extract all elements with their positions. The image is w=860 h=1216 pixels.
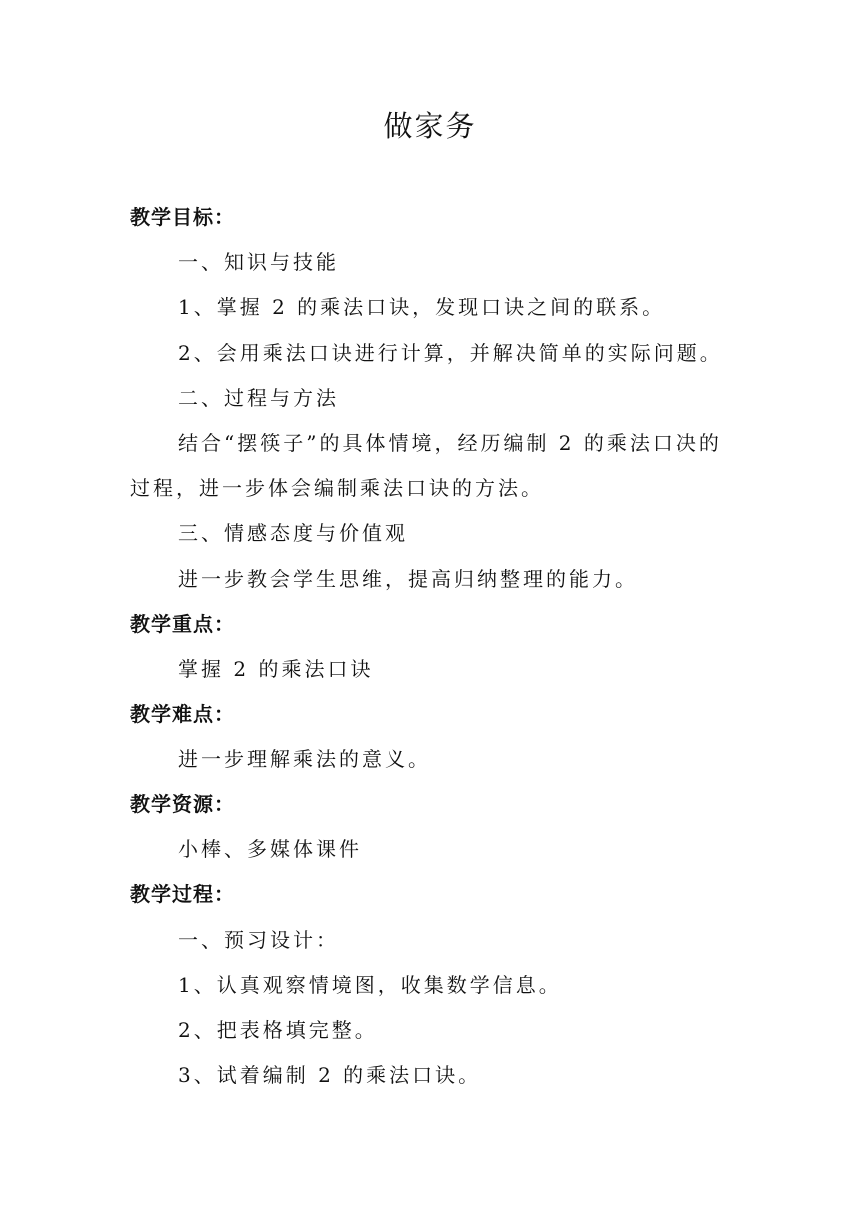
attitude-values-heading: 三、情感态度与价值观 [178,521,408,545]
teaching-process-heading: 教学过程： [130,882,235,906]
preview-item-2: 2、把表格填完整。 [178,1018,378,1042]
objectives-heading: 教学目标： [130,205,235,229]
process-method-text-line-1: 结合“摆筷子”的具体情境，经历编制 2 的乘法口决的 [178,431,722,455]
objective-item-2: 2、会用乘法口诀进行计算，并解决简单的实际问题。 [178,341,723,365]
key-points-text: 掌握 2 的乘法口诀 [178,657,374,681]
objective-item-1: 1、掌握 2 的乘法口诀，发现口诀之间的联系。 [178,295,666,319]
preview-design-heading: 一、预习设计： [178,928,339,952]
difficulties-text: 进一步理解乘法的意义。 [178,747,431,771]
resources-text: 小棒、多媒体课件 [178,837,362,861]
process-method-text-line-2: 过程，进一步体会编制乘法口诀的方法。 [130,476,544,500]
resources-heading: 教学资源： [130,792,235,816]
difficulties-heading: 教学难点： [130,702,235,726]
preview-item-1: 1、认真观察情境图，收集数学信息。 [178,973,562,997]
knowledge-skills-heading: 一、知识与技能 [178,250,339,274]
preview-item-3: 3、试着编制 2 的乘法口诀。 [178,1063,482,1087]
key-points-heading: 教学重点： [130,612,235,636]
attitude-values-text: 进一步教会学生思维，提高归纳整理的能力。 [178,567,638,591]
process-method-heading: 二、过程与方法 [178,386,339,410]
document-title: 做家务 [383,109,477,143]
